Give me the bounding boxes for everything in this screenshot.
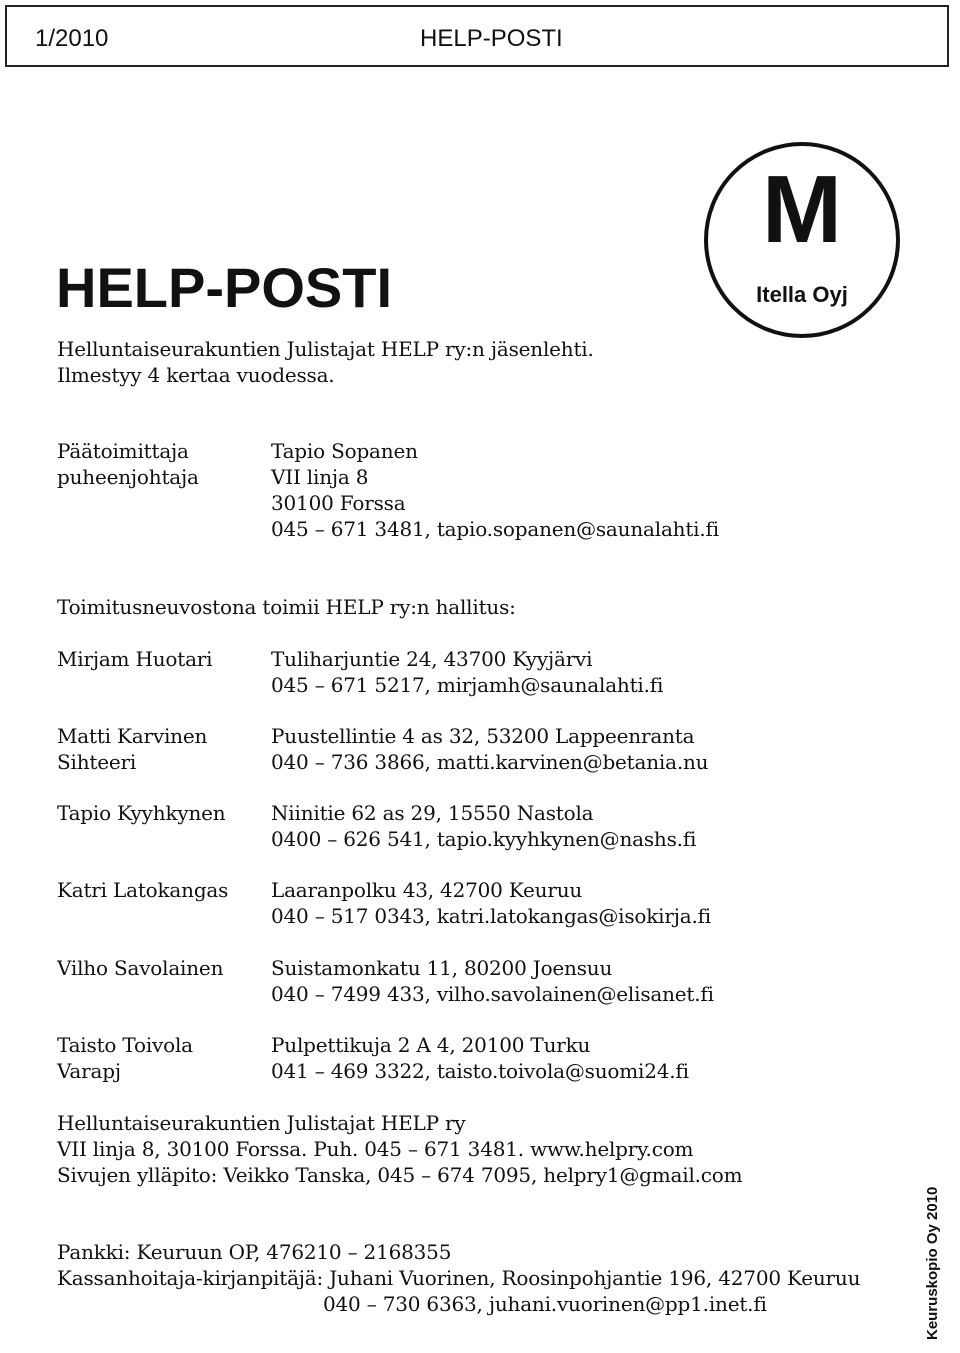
member-address: Puustellintie 4 as 32, 53200 Lappeenranta: [271, 724, 695, 748]
member-name: Katri Latokangas: [57, 878, 229, 902]
member-details: [271, 646, 663, 698]
editor-line: VII linja 8: [271, 465, 369, 489]
member-labels: [57, 1032, 193, 1084]
member-name: Matti Karvinen: [57, 724, 208, 748]
member-name: Tapio Kyyhkynen: [57, 801, 226, 825]
member-contact: 041 – 469 3322, taisto.toivola@suomi24.fi: [271, 1059, 689, 1083]
editor-line: 045 – 671 3481, tapio.sopanen@saunalahti.fi: [271, 517, 719, 541]
org-line: Helluntaiseurakuntien Julistajat HELP ry: [57, 1111, 466, 1135]
board-heading: Toimitusneuvostona toimii HELP ry:n hallitus:: [57, 595, 516, 619]
member-role: Varapj: [57, 1059, 121, 1083]
subtitle: [57, 336, 594, 388]
member-labels: [57, 723, 207, 775]
member-contact: 040 – 517 0343, katri.latokangas@isokirja.fi: [271, 904, 711, 928]
org-line: VII linja 8, 30100 Forssa. Puh. 045 – 671 3481. www.helpry.com: [57, 1137, 694, 1161]
editor-role: Päätoimittaja: [57, 439, 189, 463]
org-line: Sivujen ylläpito: Veikko Tanska, 045 – 674 7095, helpry1@gmail.com: [57, 1163, 743, 1187]
itella-logo: [704, 142, 900, 338]
member-details: [271, 877, 711, 929]
editor-role: puheenjohtaja: [57, 465, 199, 489]
page-title: HELP-POSTI: [56, 256, 393, 319]
member-details: [271, 955, 714, 1007]
header-box: [5, 5, 949, 67]
member-contact: 045 – 671 5217, mirjamh@saunalahti.fi: [271, 673, 664, 697]
logo-letter: M: [762, 156, 842, 263]
member-role: Sihteeri: [57, 750, 137, 774]
member-name: Mirjam Huotari: [57, 647, 213, 671]
member-address: Pulpettikuja 2 A 4, 20100 Turku: [271, 1033, 591, 1057]
member-address: Laaranpolku 43, 42700 Keuruu: [271, 878, 583, 902]
member-name: Vilho Savolainen: [57, 956, 224, 980]
header-title: HELP-POSTI: [420, 25, 563, 52]
bank-info: Pankki: Keuruun OP, 476210 – 2168355: [57, 1240, 452, 1264]
editor-details: [271, 438, 719, 542]
editor-line: 30100 Forssa: [271, 491, 406, 515]
member-details: [271, 800, 696, 852]
printer-credit: Keuruskopio Oy 2010: [924, 1186, 941, 1340]
subtitle-line: Helluntaiseurakuntien Julistajat HELP ry:n jäsenlehti.: [57, 337, 594, 361]
member-contact: 040 – 7499 433, vilho.savolainen@elisanet.fi: [271, 982, 714, 1006]
treasurer-info: Kassanhoitaja-kirjanpitäjä: Juhani Vuorinen, Roosinpohjantie 196, 42700 Keuruu: [57, 1266, 861, 1290]
logo-name: Itella Oyj: [756, 282, 848, 307]
member-details: [271, 1032, 689, 1084]
editor-line: Tapio Sopanen: [271, 439, 418, 463]
member-address: Suistamonkatu 11, 80200 Joensuu: [271, 956, 613, 980]
member-details: [271, 723, 708, 775]
member-name: Taisto Toivola: [57, 1033, 193, 1057]
member-address: Niinitie 62 as 29, 15550 Nastola: [271, 801, 594, 825]
member-address: Tuliharjuntie 24, 43700 Kyyjärvi: [271, 647, 593, 671]
subtitle-line: Ilmestyy 4 kertaa vuodessa.: [57, 363, 335, 387]
bank-footer: [57, 1239, 860, 1317]
org-footer: [57, 1110, 742, 1188]
member-contact: 0400 – 626 541, tapio.kyyhkynen@nashs.fi: [271, 827, 697, 851]
member-contact: 040 – 736 3866, matti.karvinen@betania.nu: [271, 750, 709, 774]
treasurer-contact: 040 – 730 6363, juhani.vuorinen@pp1.inet.fi: [323, 1292, 767, 1316]
editor-roles: [57, 438, 199, 490]
issue-number: 1/2010: [35, 25, 109, 52]
